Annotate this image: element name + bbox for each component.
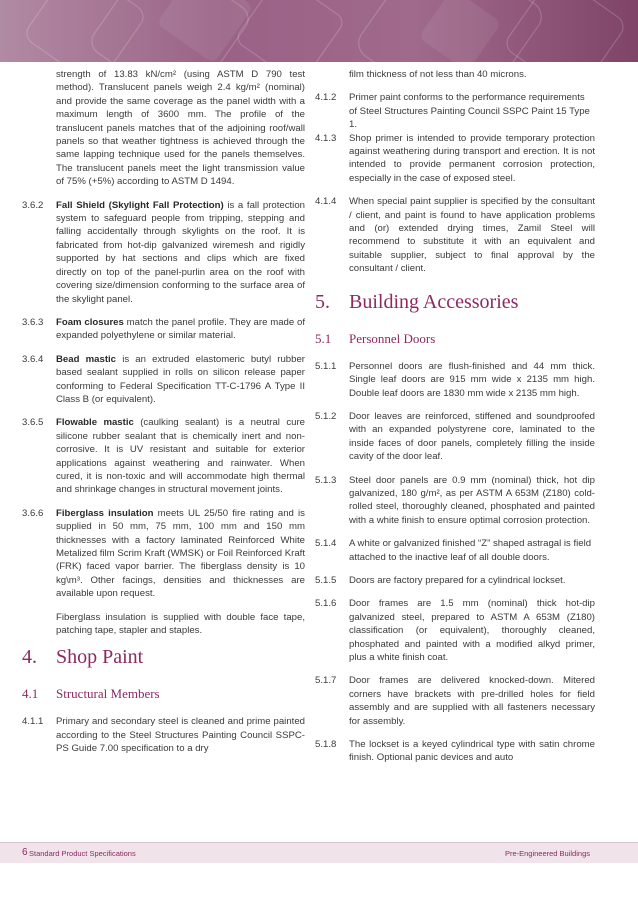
- item-text: meets UL 25/50 fire rating and is supplied in 50 mm, 75 mm, 100 mm and 150 mm thicknesses with a factory laminated Reinforced White Metalized film Scrim Kraft (WMSK) or Foil Reinforced Kraft (FRK) faced vapor barrier. The fiberglass density is 10 kg\m³. Other facings, densities and thicknesses are available upon request.: [56, 507, 305, 600]
- item-number: 5.1.2: [315, 410, 337, 422]
- spec-item-3-6-3: [22, 316, 305, 343]
- item-text: Primary and secondary steel is cleaned and prime painted according to the Steel Structures Painting Council SSPC-PS Guide 7.00 specification to a dry: [56, 716, 305, 755]
- item-text: Primer paint conforms to the performance requirements of Steel Structures Painting Council SSPC Paint 15 Type 1.: [349, 92, 590, 131]
- footer-document-title: Standard Product Specifications: [29, 849, 136, 858]
- spec-item-5-1-4: [315, 537, 595, 564]
- spec-item-5-1-5: [315, 574, 595, 587]
- spec-item-3-6-4: [22, 353, 305, 407]
- translucent-panels-continued: strength of 13.83 kN/cm² (using ASTM D 790 test method). Translucent panels weigh 2.4 kg/m² (nominal) and provide the same coverage as the panel width with a maximum length of 3600 mm. The profile of the translucent panels matches that of the adjoining roof/wall panels so that weather tightness is achieved through the same lapping technique used for the panels themselves. The translucent panels meet the light transmission value of 75% (+5%) according to ASTM D 1494.: [56, 69, 305, 188]
- right-column: [315, 68, 595, 765]
- subsection-number: 4.1: [22, 686, 39, 702]
- section-title: Shop Paint: [56, 646, 144, 669]
- item-number: 3.6.5: [22, 417, 44, 429]
- item-number: 3.6.2: [22, 199, 44, 211]
- item-number: 5.1.5: [315, 574, 337, 586]
- spec-item-5-1-3: [315, 474, 595, 528]
- item-number: 3.6.4: [22, 353, 44, 365]
- spec-item-5-1-7: [315, 674, 595, 728]
- subsection-heading-structural-members: [22, 687, 305, 705]
- item-number: 5.1.3: [315, 474, 337, 486]
- subsection-title: Structural Members: [56, 686, 160, 702]
- item-term: Bead mastic: [56, 353, 117, 365]
- header-banner: [0, 0, 638, 62]
- item-term: Flowable mastic: [56, 417, 134, 429]
- subsection-title: Personnel Doors: [349, 330, 436, 346]
- item-text: A white or galvanized finished “Z” shaped astragal is field attached to the inactive leaf of all double doors.: [349, 538, 592, 563]
- item-number: 3.6.3: [22, 316, 44, 328]
- item-text: (caulking sealant) is a neutral cure silicone rubber sealant that is chemically inert and non-corrosive. It is UV resistant and suitable for exterior applications against weathering and rainwater. When cured, it is non-toxic and will accommodate high thermal and shrinkage changes in structural movement joints.: [56, 417, 306, 496]
- item-text: Door frames are 1.5 mm (nominal) thick hot-dip galvanized steel, prepared to ASTM A 653M (Z180) classification (or equivalent), thoroughly cleaned, phosphated and painted with a modified alkyd primer, plus a white finish coat.: [349, 598, 595, 663]
- spec-item-4-1-4: [315, 195, 595, 275]
- item-text: Shop primer is intended to provide temporary protection against weathering during transport and erection. It is not intended to provide permanent corrosion protection, especially in the case of exposed steel.: [349, 132, 595, 184]
- fiberglass-extra: Fiberglass insulation is supplied with double face tape, patching tape, stapler and staples.: [56, 611, 305, 637]
- spec-item-5-1-2: [315, 410, 595, 464]
- section-heading-shop-paint: [22, 646, 305, 677]
- spec-item-3-6-2: [22, 199, 305, 306]
- item-number: 4.1.2: [315, 92, 337, 104]
- item-text: The lockset is a keyed cylindrical type with satin chrome finish. Optional panic devices and auto: [349, 739, 595, 764]
- section-heading-building-accessories: [315, 290, 595, 322]
- item-text: Steel door panels are 0.9 mm (nominal) thick, hot dip galvanized, 180 g/m², as per ASTM A 653M (Z180) cold-rolled steel, thoroughly cleaned, phosphated and painted with a white finish to ensure optimal corrosion protection.: [349, 474, 595, 526]
- item-number: 5.1.7: [315, 675, 337, 687]
- banner-decoration: [0, 0, 638, 62]
- item-text: When special paint supplier is specified by the consultant / client, and paint is found to have application problems and (or) extended drying times, Zamil Steel will recommend to substitute it with an equivalent and suitable supplier, subject to final approval by the consultant / client.: [349, 196, 595, 275]
- spec-item-4-1-1: [22, 715, 305, 755]
- item-text: is a fall protection system to safeguard people from tripping, stepping and falling accidentally through skylights on the roof. It is fabricated from hot-dip galvanized wiremesh and rigidly supported by hat sections and clips which are fixed directly on top of the panel-purlin area on the roof with covering size/dimension conforming to the surface area of the skylight panel.: [56, 199, 305, 305]
- section-title: Building Accessories: [349, 290, 519, 313]
- item-number: 5.1.1: [315, 360, 337, 372]
- page-footer: [0, 842, 638, 863]
- item-number: 5.1.6: [315, 598, 337, 610]
- film-thickness-continued: film thickness of not less than 40 microns.: [349, 69, 527, 80]
- spec-item-3-6-6: [22, 507, 305, 601]
- item-text: Door leaves are reinforced, stiffened and soundproofed with an expanded polystyrene core, laminated to the inside faces of door panels, completely filling the inside cavity of the door leaf.: [349, 410, 595, 463]
- spec-item-5-1-8: [315, 738, 595, 765]
- footer-product-line: Pre-Engineered Buildings: [504, 849, 590, 858]
- item-text: match the panel profile. They are made of expanded polyethylene or similar material.: [56, 316, 306, 342]
- spec-item-4-1-2: [315, 91, 595, 131]
- item-number: 4.1.4: [315, 196, 337, 208]
- item-number: 3.6.6: [22, 507, 44, 519]
- item-text: Personnel doors are flush-finished and 44 mm thick. Single leaf doors are 915 mm wide x 2135 mm high. Double leaf doors are 1830 mm wide x 2135 mm high.: [349, 360, 595, 399]
- item-text: Doors are factory prepared for a cylindrical lockset.: [349, 574, 566, 586]
- section-number: 5.: [315, 290, 330, 313]
- item-number: 4.1.1: [22, 716, 44, 728]
- subsection-heading-personnel-doors: [315, 332, 595, 350]
- item-term: Fiberglass insulation: [56, 507, 154, 519]
- left-column: [22, 68, 305, 756]
- spec-item-5-1-6: [315, 597, 595, 664]
- page-number: 6: [22, 847, 28, 858]
- subsection-number: 5.1: [315, 330, 332, 346]
- spec-item-5-1-1: [315, 360, 595, 400]
- spec-item-3-6-5: [22, 416, 305, 496]
- spec-item-4-1-3: [315, 132, 595, 186]
- item-text: Door frames are delivered knocked-down. Mitered corners have brackets with pre-drilled holes for field assembly and are supplied with all fasteners necessary for assembly.: [349, 675, 595, 727]
- item-number: 5.1.4: [315, 538, 337, 550]
- item-term: Foam closures: [56, 316, 124, 328]
- item-term: Fall Shield (Skylight Fall Protection): [56, 199, 224, 211]
- item-text: is an extruded elastomeric butyl rubber based sealant supplied in rolls on silicon release paper conforming to Federal Specification TT-C-1796 A Type II Class B (or equivalent).: [56, 353, 305, 405]
- item-number: 5.1.8: [315, 739, 337, 751]
- section-number: 4.: [22, 646, 37, 669]
- item-number: 4.1.3: [315, 132, 337, 144]
